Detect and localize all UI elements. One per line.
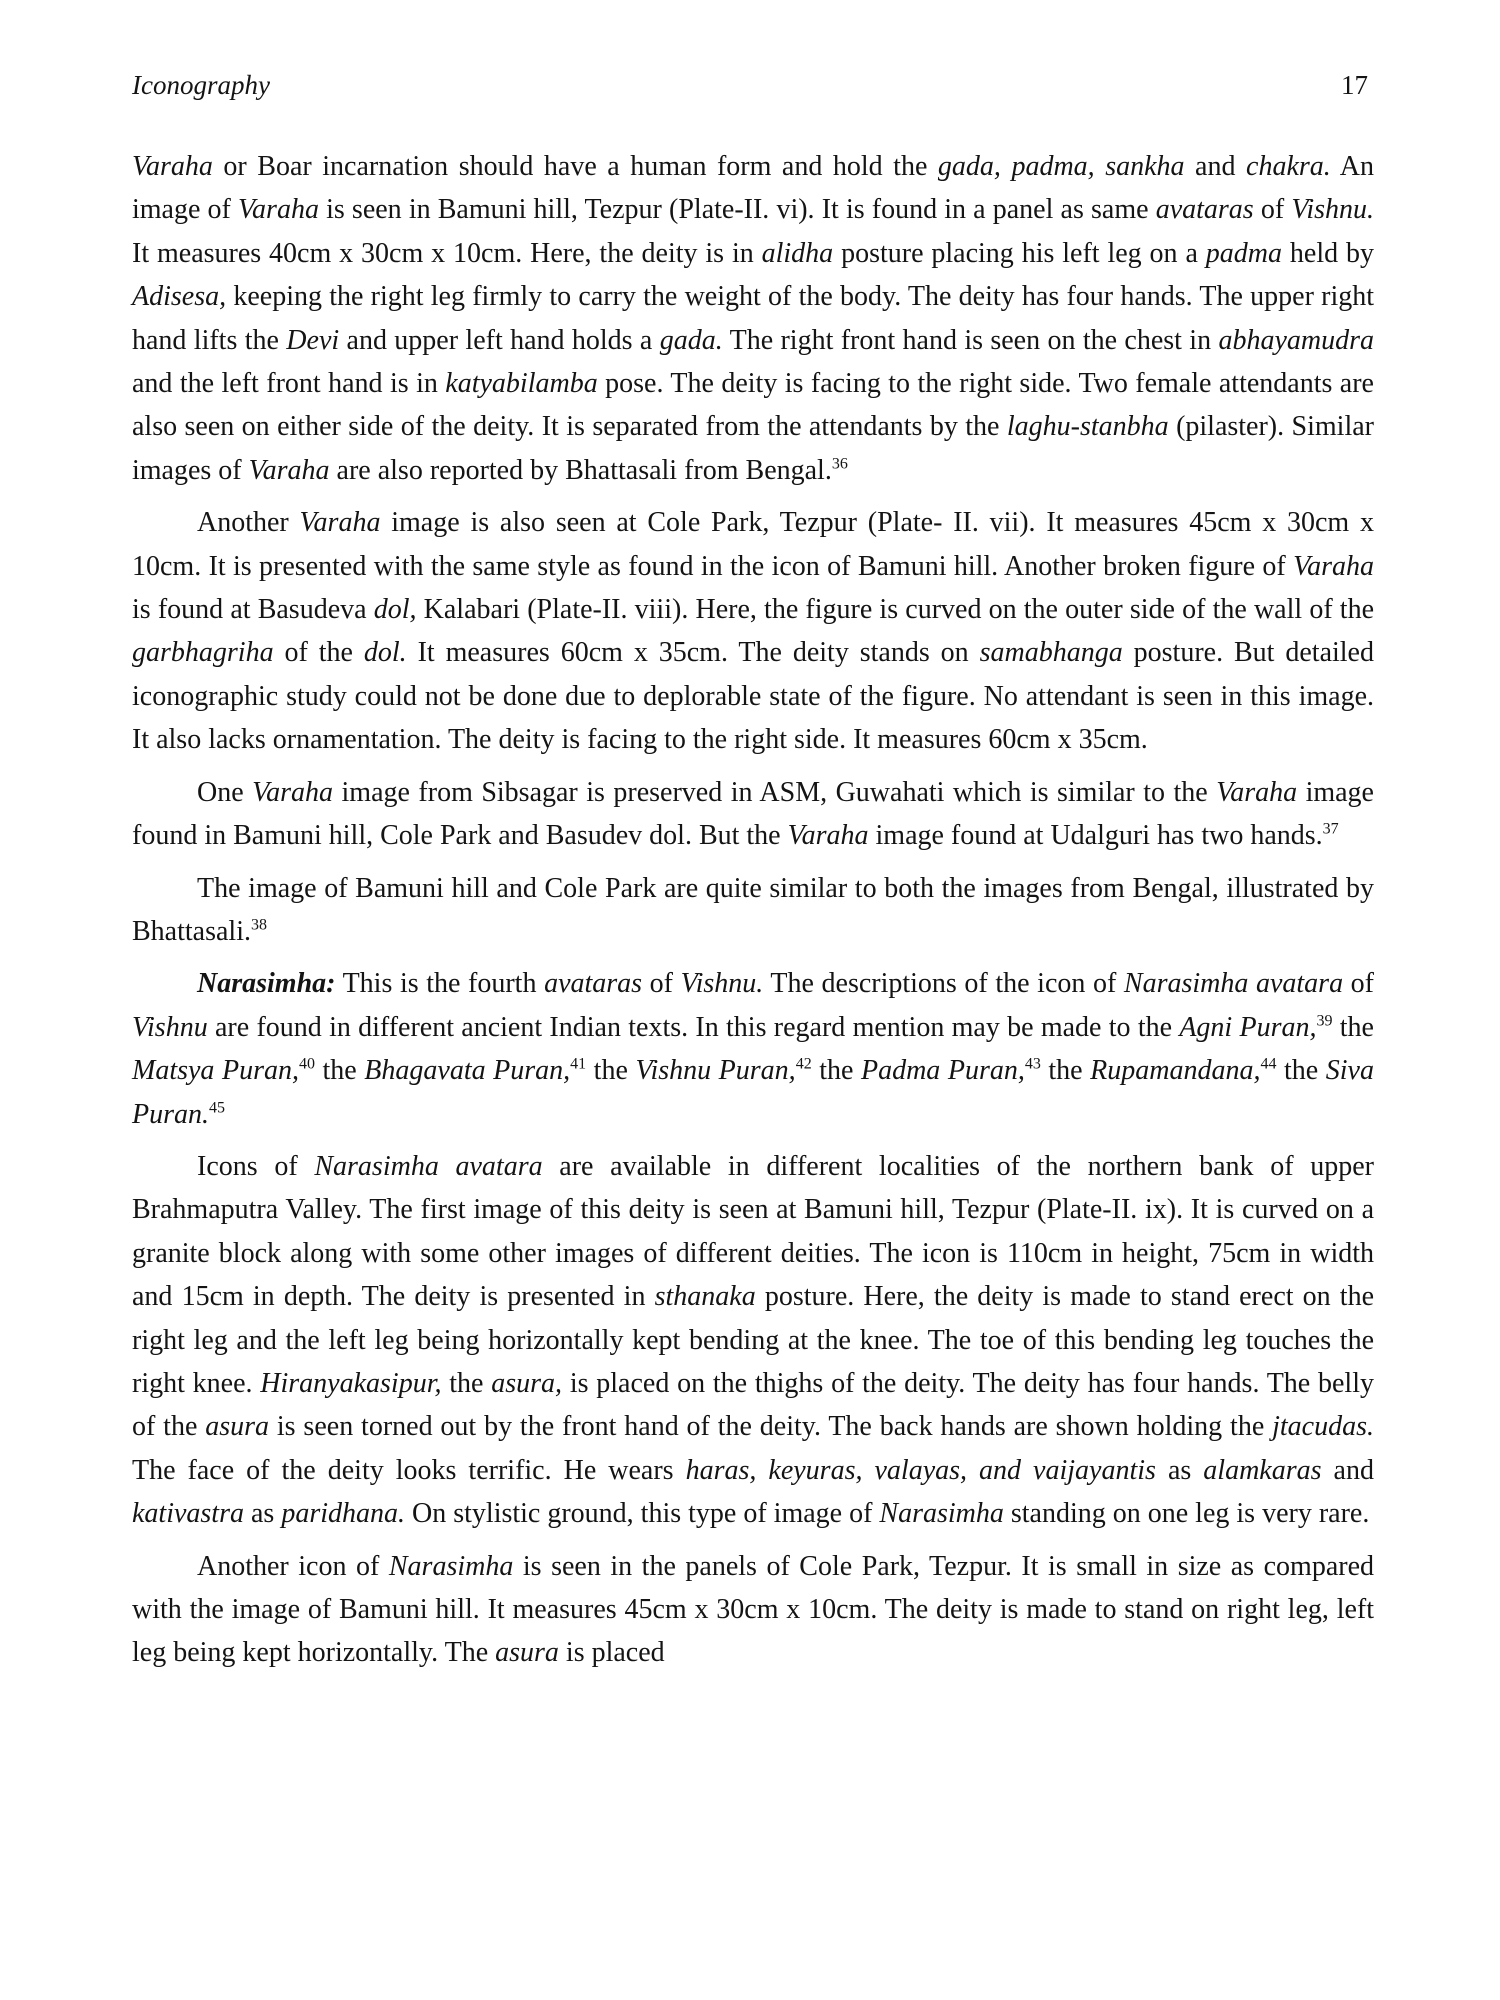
italic-term: Varaha	[252, 776, 334, 808]
footnote-ref: 40	[298, 1055, 315, 1073]
footnote-ref: 37	[1322, 820, 1339, 838]
italic-term: asura	[205, 1411, 270, 1443]
italic-term: garbhagriha	[132, 637, 274, 669]
text-run: are found in different ancient Indian texts. In this regard mention may be made to the	[207, 1011, 1180, 1043]
italic-term: Varaha	[787, 820, 869, 852]
text-run: It measures 60cm x 35cm. The deity stands on	[406, 637, 980, 669]
italic-term: alidha	[761, 237, 834, 269]
text-run: Another icon of	[197, 1550, 389, 1582]
paragraph-narasimha-intro	[132, 962, 1374, 1136]
text-run: An image of	[132, 151, 1374, 226]
italic-term: gada.	[659, 324, 723, 356]
footnote-ref: 41	[570, 1055, 587, 1073]
italic-term: Matsya Puran,	[132, 1055, 299, 1087]
italic-term: Rupamandana,	[1090, 1055, 1261, 1087]
text-run: image found at Udalguri has two hands.	[868, 820, 1323, 852]
text-run: and upper left hand holds a	[339, 324, 660, 356]
italic-term: Agni Puran,	[1179, 1011, 1317, 1043]
running-head-title: Iconography	[132, 70, 270, 100]
italic-term: padma	[1205, 237, 1282, 269]
text-run: are available in different localities of the northern bank of upper Brahmaputra Valley. The first image of this deity is seen at Bamuni hill, Tezpur (Plate-II. ix). It is curved on a granite block along with some other images of different deities. The icon is 110cm in height, 75cm in width and 15cm in depth. The deity is presented in	[132, 1150, 1374, 1313]
text-run: pose. The deity is facing to the right side. Two female attendants are also seen on either side of the deity. It is separated from the attendants by the	[132, 368, 1374, 443]
text-run: It measures 40cm x 30cm x 10cm. Here, the deity is in	[132, 237, 762, 269]
footnote-ref: 43	[1024, 1055, 1041, 1073]
italic-term: Narasimha avatara	[1123, 968, 1344, 1000]
italic-term: dol.	[363, 637, 407, 669]
italic-term: Varaha	[248, 454, 330, 486]
text-run: held by	[1282, 237, 1374, 269]
italic-term: Varaha	[299, 507, 381, 539]
italic-term: Bhagavata Puran,	[364, 1055, 571, 1087]
text-run: as	[1155, 1454, 1204, 1486]
footnote-ref: 44	[1260, 1055, 1277, 1073]
text-run: This is the fourth	[335, 968, 545, 1000]
footnote-ref: 42	[795, 1055, 812, 1073]
italic-term: katyabilamba	[445, 368, 598, 400]
paragraph-narasimha-bamuni	[132, 1145, 1374, 1536]
text-run: of	[1253, 194, 1292, 226]
italic-term: samabhanga	[979, 637, 1123, 669]
italic-term: Narasimha	[388, 1550, 514, 1582]
text-run: image is also seen at Cole Park, Tezpur (Plate- II. vii). It measures 45cm x 30cm x 10cm. It is presented with the same style as found in the icon of Bamuni hill. Another broken figure of	[132, 507, 1374, 582]
text-run: the	[586, 1055, 636, 1087]
italic-term: Devi	[286, 324, 340, 356]
text-run: the	[1332, 1011, 1374, 1043]
text-run: of	[1343, 968, 1375, 1000]
text-run: posture. But detailed iconographic study could not be done due to deplorable state of the figure. No attendant is seen in this image. It also lacks ornamentation. The deity is facing to the right side. It measures 60cm x 35cm.	[132, 637, 1374, 756]
text-run: Kalabari (Plate-II. viii). Here, the figure is curved on the outer side of the wall of the	[416, 594, 1375, 626]
italic-term: Siva Puran.	[132, 1055, 1374, 1130]
text-run: posture placing his left leg on a	[833, 237, 1206, 269]
text-run: posture. Here, the deity is made to stand erect on the right leg and the left leg being horizontally kept bending at the knee. The toe of this bending leg touches the right knee.	[132, 1281, 1374, 1399]
text-run: image from Sibsagar is preserved in ASM, Guwahati which is similar to the	[333, 776, 1217, 808]
italic-term: asura,	[491, 1367, 563, 1399]
page-number: 17	[1341, 70, 1368, 100]
italic-term: kativastra	[132, 1498, 244, 1530]
italic-term: laghu-stanbha	[1006, 411, 1169, 443]
text-run: the	[1040, 1055, 1091, 1087]
text-run: The face of the deity looks terrific. He wears	[132, 1454, 686, 1486]
footnote-ref: 38	[250, 916, 267, 934]
text-run: the	[441, 1367, 492, 1399]
text-run: One	[197, 776, 253, 808]
italic-term: Padma Puran,	[860, 1055, 1025, 1087]
text-run: standing on one leg is very rare.	[1003, 1498, 1370, 1530]
text-run: of	[642, 968, 681, 1000]
text-run: and	[1321, 1454, 1374, 1486]
italic-term: paridhana.	[281, 1498, 406, 1530]
italic-term: jtacudas.	[1272, 1411, 1374, 1443]
footnote-ref: 45	[209, 1099, 225, 1117]
text-run: of the	[273, 637, 364, 669]
footnote-ref: 39	[1316, 1012, 1333, 1030]
italic-term: Adisesa,	[132, 281, 227, 313]
italic-term: Varaha	[132, 151, 213, 182]
paragraph-varaha-bamuni	[132, 145, 1374, 492]
text-run: The image of Bamuni hill and Cole Park are quite similar to both the images from Bengal, illustrated by Bhattasali.	[132, 872, 1374, 947]
italic-term: alamkaras	[1203, 1454, 1322, 1486]
italic-term: chakra.	[1246, 151, 1331, 182]
italic-term: Vishnu Puran,	[635, 1055, 796, 1087]
italic-term: dol,	[373, 594, 417, 626]
italic-term: gada, padma, sankha	[937, 151, 1185, 182]
paragraph-varaha-cole-park	[132, 501, 1374, 761]
italic-term: Vishnu.	[680, 968, 764, 1000]
text-run: or Boar incarnation should have a human form and hold the	[212, 151, 938, 182]
italic-term: Varaha	[238, 194, 319, 226]
text-run: (pilaster). Similar images of	[132, 411, 1374, 486]
body-text	[132, 145, 1374, 1684]
italic-term: sthanaka	[654, 1281, 756, 1313]
text-run: is placed on the thighs of the deity. The deity has four hands. The belly of the	[132, 1367, 1374, 1443]
text-run: the	[1276, 1055, 1326, 1087]
italic-term: Narasimha avatara	[314, 1150, 543, 1182]
paragraph-bengal-comparison	[132, 867, 1374, 954]
text-run: the	[811, 1055, 861, 1087]
italic-term: Varaha	[1216, 776, 1298, 808]
italic-term: avataras	[544, 968, 643, 1000]
text-run: is found at Basudeva	[132, 594, 374, 626]
section-heading: Narasimha:	[197, 968, 336, 1000]
text-run: the	[314, 1055, 365, 1087]
italic-term: Vishnu	[132, 1011, 208, 1043]
text-run: On stylistic ground, this type of image of	[405, 1498, 880, 1530]
text-run: The descriptions of the icon of	[763, 968, 1124, 1000]
paragraph-varaha-sibsagar	[132, 771, 1374, 858]
text-run: Icons of	[197, 1150, 315, 1182]
text-run: as	[244, 1498, 282, 1530]
text-run: The right front hand is seen on the chest in	[722, 324, 1219, 356]
italic-term: abhayamudra	[1218, 324, 1374, 356]
italic-term: Varaha	[1293, 550, 1374, 582]
text-run: keeping the right leg firmly to carry the weight of the body. The deity has four hands. The upper right hand lifts the	[132, 281, 1374, 356]
footnote-ref: 36	[831, 455, 848, 473]
italic-term: haras, keyuras, valayas, and vaijayantis	[685, 1454, 1156, 1486]
italic-term: asura	[495, 1637, 559, 1669]
text-run: is seen torned out by the front hand of the deity. The back hands are shown holding the	[269, 1411, 1273, 1443]
text-run: is seen in the panels of Cole Park, Tezpur. It is small in size as compared with the image of Bamuni hill. It measures 45cm x 30cm x 10cm. The deity is made to stand on right leg, left leg being kept horizontally. The	[132, 1550, 1374, 1669]
text-run: and the left front hand is in	[132, 368, 446, 400]
text-run: are also reported by Bhattasali from Bengal.	[329, 454, 832, 486]
text-run: Another	[197, 507, 300, 539]
italic-term: avataras	[1155, 194, 1254, 226]
italic-term: Hiranyakasipur,	[260, 1367, 442, 1399]
text-run: is seen in Bamuni hill, Tezpur (Plate-II. vi). It is found in a panel as same	[318, 194, 1156, 226]
text-run: image found in Bamuni hill, Cole Park and Basudev dol. But the	[132, 776, 1374, 852]
paragraph-narasimha-cole-park	[132, 1545, 1374, 1675]
italic-term: Narasimha	[879, 1498, 1004, 1530]
italic-term: Vishnu.	[1291, 194, 1375, 226]
text-run: is placed	[558, 1637, 665, 1669]
text-run: and	[1184, 151, 1247, 182]
